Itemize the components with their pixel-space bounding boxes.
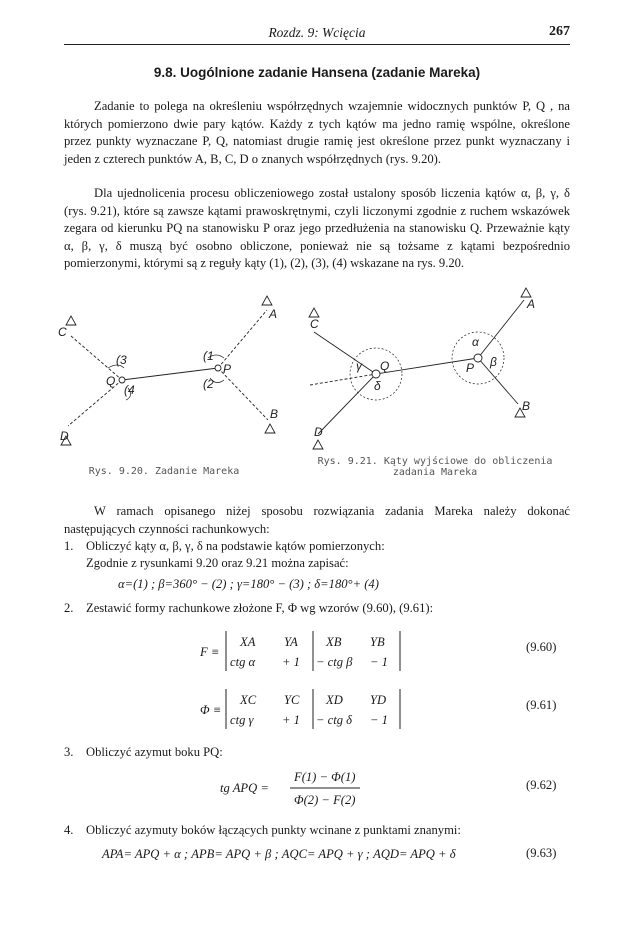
- step-text: Obliczyć azymuty boków łączących punkty wcinane z punktami znanymi:: [86, 823, 461, 837]
- svg-text:ctg α: ctg α: [230, 655, 256, 669]
- step-number: 1.: [64, 539, 74, 553]
- line-pb: [478, 358, 518, 404]
- step-3: [64, 744, 223, 761]
- line-qd: [318, 374, 376, 434]
- paragraph-procedure: W ramach opisanego niżej sposobu rozwiązania zadania Mareka należy dokonać następujących czynności rachunkowych:: [64, 504, 570, 536]
- step-text: Obliczyć azymut boku PQ:: [86, 745, 223, 759]
- svg-text:ctg γ: ctg γ: [230, 713, 254, 727]
- eq-lhs: tg APQ =: [220, 781, 269, 795]
- section-title: 9.8. Uogólnione zadanie Hansena (zadanie Mareka): [153, 65, 481, 80]
- svg-text:− 1: − 1: [370, 713, 388, 727]
- label-q: Q: [380, 359, 390, 373]
- label-gamma: γ: [356, 359, 362, 373]
- eq-denominator: Φ(2) − F(2): [294, 793, 356, 807]
- figure-9-20-caption: Rys. 9.20. Zadanie Mareka: [88, 466, 240, 477]
- step-text: Obliczyć kąty α, β, γ, δ na podstawie kątów pomierzonych:: [86, 539, 385, 553]
- equation-9-61: [200, 686, 430, 737]
- label-c: C: [310, 317, 319, 331]
- svg-text:XD: XD: [326, 693, 343, 707]
- triangle-a: [521, 288, 531, 297]
- eq-lhs: F ≡: [200, 645, 220, 659]
- label-b: B: [270, 407, 279, 421]
- label-p: P: [466, 361, 475, 375]
- point-p-circle: [215, 365, 221, 371]
- step-number: 2.: [64, 601, 74, 615]
- line-qp: [376, 358, 478, 374]
- label-alpha: α: [472, 335, 479, 349]
- equation-number: (9.60): [526, 640, 557, 654]
- label-q: Q: [106, 374, 116, 388]
- triangle-d: [313, 440, 323, 449]
- step-2: [64, 600, 433, 617]
- svg-text:+ 1: + 1: [282, 713, 300, 727]
- label-d: D: [314, 425, 323, 439]
- label-b: B: [522, 399, 531, 413]
- triangle-c: [309, 308, 319, 317]
- label-angle-2: (2: [203, 377, 214, 391]
- running-header: [64, 24, 570, 45]
- step-text: Zestawić formy rachunkowe złożone F, Φ wg wzorów (9.60), (9.61):: [86, 601, 434, 615]
- svg-text:− ctg β: − ctg β: [316, 655, 353, 669]
- equation-number: (9.61): [526, 698, 557, 712]
- figure-9-21-caption-line1: Rys. 9.21. Kąty wyjściowe do obliczenia: [317, 456, 553, 467]
- triangle-c: [66, 316, 76, 325]
- figure-9-20: [48, 288, 298, 460]
- label-d: D: [60, 429, 69, 443]
- svg-text:XC: XC: [240, 693, 257, 707]
- label-angle-4: (4: [124, 383, 135, 397]
- triangle-a: [262, 296, 272, 305]
- step-number: 3.: [64, 745, 74, 759]
- svg-text:YB: YB: [370, 635, 385, 649]
- equation-9-63: APA= APQ + α ; APB= APQ + β ; AQC= APQ + γ ; AQD= APQ + δ: [102, 847, 456, 861]
- svg-text:YC: YC: [284, 693, 300, 707]
- label-a: A: [527, 297, 536, 311]
- label-p: P: [223, 362, 232, 376]
- equation-9-60: [200, 628, 430, 679]
- label-delta: δ: [374, 379, 381, 393]
- svg-text:XA: XA: [240, 635, 256, 649]
- paragraph-intro: Zadanie to polega na określeniu współrzędnych wzajemnie widocznych punktów P, Q , na których pomierzono dwie pary kątów. Każdy z tych kątów ma jedno ramię wspólne, określone przez punkty wyznaczane P, Q, natomiast drugie ramię jest określone przez punkt wyznaczany i jeden z czterech punktów A, B, C, D o znanych współrzędnych (rys. 9.20).: [64, 99, 570, 166]
- equation-number: (9.62): [526, 778, 557, 792]
- chapter-title: Rozdz. 9: Wcięcia: [268, 25, 366, 40]
- eq-lhs: Φ ≡: [200, 703, 222, 717]
- step-1: [64, 538, 385, 555]
- figure-9-21-caption-line2: zadania Mareka: [392, 467, 478, 478]
- label-a: A: [269, 307, 278, 321]
- eq-numerator: F(1) − Φ(1): [294, 770, 356, 784]
- line-qc: [314, 332, 376, 374]
- line-pq-extension: [310, 374, 376, 385]
- paragraph-angles: Dla ujednolicenia procesu obliczeniowego został ustalony sposób liczenia kątów α, β, γ, δ (rys. 9.21), które są zawsze kątami prawoskrętnymi, czyli liczonymi zgodnie z ruchem wskazówek zegara od kierunku PQ na stanowisku P oraz jego przedłużenia na stanowisku Q. Przeważnie kąty α, β, γ, δ muszą być osobno obliczone, ponieważ nie są tożsame z kątami bezpośrednio pomierzonymi, którymi są z reguły kąty (1), (2), (3), (4) wskazane na rys. 9.20.: [64, 186, 570, 271]
- svg-text:− 1: − 1: [370, 655, 388, 669]
- figure-9-21-caption: [300, 456, 570, 478]
- line-pa: [478, 300, 524, 358]
- svg-text:− ctg δ: − ctg δ: [316, 713, 353, 727]
- point-p-circle: [474, 354, 482, 362]
- label-angle-1: (1: [203, 349, 214, 363]
- triangle-b: [265, 424, 275, 433]
- svg-text:+ 1: + 1: [282, 655, 300, 669]
- svg-text:XB: XB: [326, 635, 342, 649]
- equation-9-62: [220, 764, 370, 817]
- step-number: 4.: [64, 823, 74, 837]
- figure-9-21: [300, 284, 570, 460]
- label-angle-3: (3: [116, 353, 127, 367]
- equation-number: (9.63): [526, 846, 557, 860]
- step-4: [64, 822, 461, 839]
- point-q-circle: [372, 370, 380, 378]
- svg-text:YA: YA: [284, 635, 298, 649]
- line-pa: [218, 310, 267, 368]
- label-c: C: [58, 325, 67, 339]
- step-1-subtext: Zgodnie z rysunkami 9.20 oraz 9.21 można zapisać:: [86, 556, 349, 570]
- step-1-formula: α=(1) ; β=360° − (2) ; γ=180° − (3) ; δ=180°+ (4): [118, 577, 379, 591]
- label-beta: β: [490, 355, 497, 369]
- svg-text:YD: YD: [370, 693, 387, 707]
- page-number: 267: [549, 24, 570, 39]
